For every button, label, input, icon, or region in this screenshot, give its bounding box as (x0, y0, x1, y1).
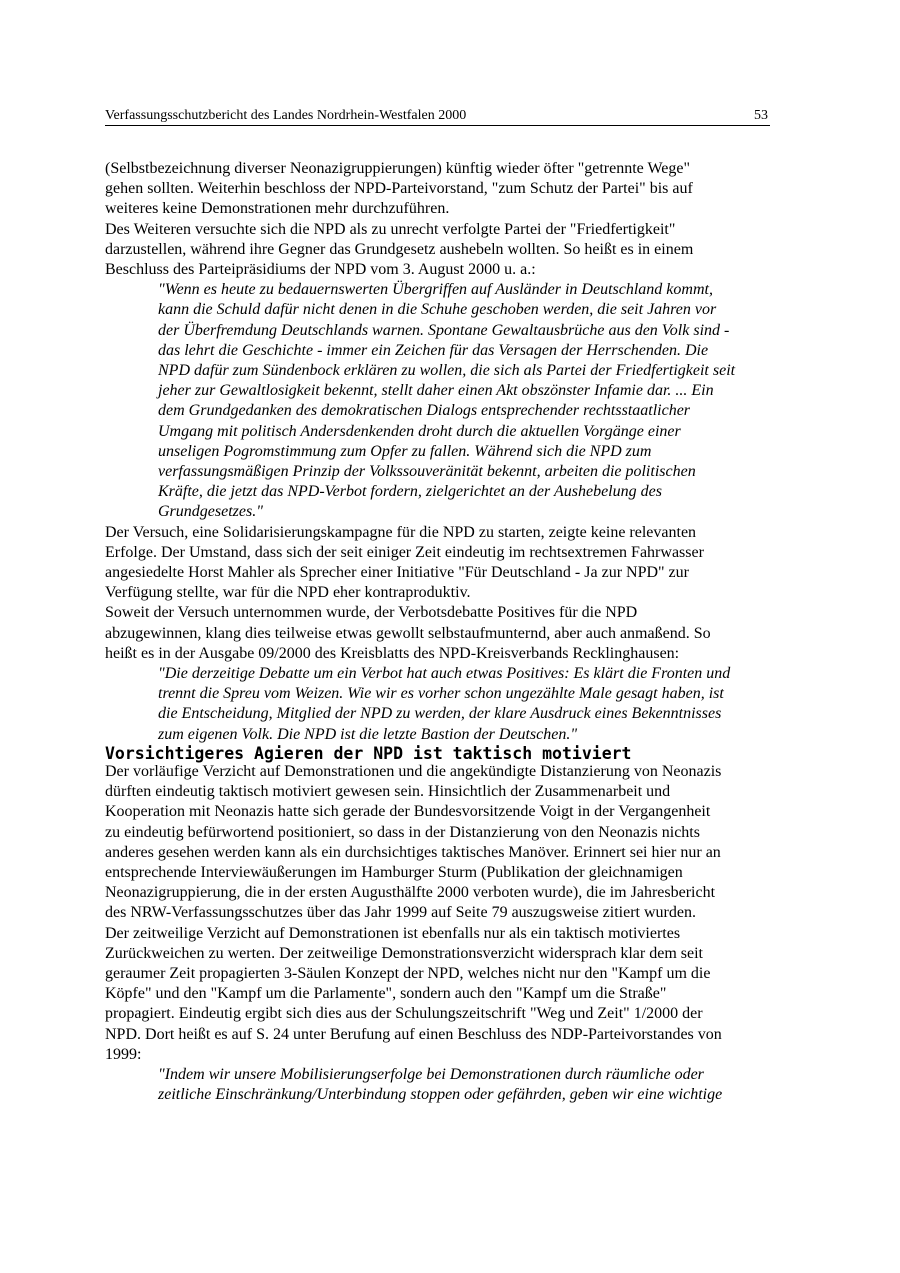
text-line: Soweit der Versuch unternommen wurde, der Verbotsdebatte Positives für die NPD (105, 604, 638, 622)
text-line: gehen sollten. Weiterhin beschloss der NPD-Parteivorstand, "zum Schutz der Partei" bis auf (105, 180, 693, 198)
text-line: abzugewinnen, klang dies teilweise etwas gewollt selbstaufmunternd, aber auch anmaßend. So (105, 624, 711, 642)
text-line: darzustellen, während ihre Gegner das Grundgesetz aushebeln wollten. So heißt es in einem (105, 240, 694, 258)
text-line: das lehrt die Geschichte - immer ein Zeichen für das Versagen der Herrschenden. Die (158, 341, 709, 359)
text-line: Erfolge. Der Umstand, dass sich der seit einiger Zeit eindeutig im rechtsextremen Fahrwasser (105, 543, 704, 561)
paragraph-6 (105, 924, 770, 1065)
text-line: Des Weiteren versuchte sich die NPD als zu unrecht verfolgte Partei der "Friedfertigkeit" (105, 220, 676, 238)
text-line: trennt die Spreu vom Weizen. Wie wir es vorher schon ungezählte Male gesagt haben, ist (158, 685, 724, 703)
paragraph-1 (105, 159, 770, 220)
text-line: kann die Schuld dafür nicht denen in die Schuhe geschoben werden, die seit Jahren vor (158, 301, 717, 319)
quote-2 (105, 664, 770, 745)
text-line: Zurückweichen zu werten. Der zeitweilige Demonstrationsverzicht widersprach klar dem seit (105, 944, 703, 962)
paragraph-2 (105, 220, 770, 281)
quote-1 (105, 280, 770, 522)
text-line: die Entscheidung, Mitglied der NPD zu werden, der klare Ausdruck eines Bekenntnisses (158, 705, 722, 723)
text-line: unseligen Pogromstimmung zum Opfer zu fallen. Während sich die NPD zum (158, 442, 652, 460)
quote-3 (105, 1065, 770, 1105)
text-line: jeher zur Gewaltlosigkeit bekennt, stellt daher einen Akt obszönster Infamie dar. ... Ein (158, 382, 714, 400)
text-line: anderes gesehen werden kann als ein durchsichtiges taktisches Manöver. Erinnert sei hier nur an (105, 843, 721, 861)
text-line: entsprechende Interviewäußerungen im Hamburger Sturm (Publikation der gleichnamigen (105, 863, 683, 881)
text-line: 1999: (105, 1045, 142, 1063)
text-line: Köpfe" und den "Kampf um die Parlamente", sondern auch den "Kampf um die Straße" (105, 985, 667, 1003)
text-line: dem Grundgedanken des demokratischen Dialogs entsprechender rechtsstaatlicher (158, 402, 691, 420)
text-line: des NRW-Verfassungsschutzes über das Jahr 1999 auf Seite 79 auszugsweise zitiert wurden. (105, 904, 696, 922)
text-line: "Indem wir unsere Mobilisierungserfolge bei Demonstrationen durch räumliche oder (158, 1065, 704, 1083)
text-line: zum eigenen Volk. Die NPD ist die letzte Bastion der Deutschen." (158, 725, 578, 743)
text-line: NPD. Dort heißt es auf S. 24 unter Berufung auf einen Beschluss des NDP-Parteivorstandes von (105, 1025, 722, 1043)
text-line: geraumer Zeit propagierten 3-Säulen Konzept der NPD, welches nicht nur den "Kampf um die (105, 964, 711, 982)
text-line: propagiert. Eindeutig ergibt sich dies aus der Schulungszeitschrift "Weg und Zeit" 1/2000 der (105, 1005, 703, 1023)
section-heading: Vorsichtigeres Agieren der NPD ist taktisch motiviert (105, 743, 632, 763)
page-number: 53 (754, 108, 768, 123)
text-line: Der zeitweilige Verzicht auf Demonstrationen ist ebenfalls nur als ein taktisch motiviertes (105, 924, 681, 942)
text-line: Kooperation mit Neonazis hatte sich gerade der Bundesvorsitzende Voigt in der Vergangenheit (105, 803, 711, 821)
text-line: Verfügung stellte, war für die NPD eher kontraproduktiv. (105, 584, 471, 602)
document-body (105, 159, 770, 1105)
text-line: Kräfte, die jetzt das NPD-Verbot fordern, zielgerichtet an der Aushebelung des (158, 483, 662, 501)
text-line: zeitliche Einschränkung/Unterbindung stoppen oder gefährden, geben wir eine wichtige (158, 1086, 723, 1104)
text-line: Der vorläufige Verzicht auf Demonstrationen und die angekündigte Distanzierung von Neonazis (105, 762, 722, 780)
text-line: Grundgesetzes." (158, 503, 263, 521)
paragraph-4 (105, 603, 770, 664)
text-line: Der Versuch, eine Solidarisierungskampagne für die NPD zu starten, zeigte keine relevanten (105, 523, 697, 541)
paragraph-5 (105, 762, 770, 924)
document-page (105, 107, 770, 1105)
text-line: Beschluss des Parteipräsidiums der NPD vom 3. August 2000 u. a.: (105, 261, 536, 279)
text-line: der Überfremdung Deutschlands warnen. Spontane Gewaltausbrüche aus den Volk sind - (158, 321, 730, 339)
header-title: Verfassungsschutzbericht des Landes Nordrhein-Westfalen 2000 (105, 108, 467, 123)
text-line: "Wenn es heute zu bedauernswerten Übergriffen auf Ausländer in Deutschland kommt, (158, 281, 713, 299)
text-line: "Die derzeitige Debatte um ein Verbot hat auch etwas Positives: Es klärt die Fronten und (158, 665, 731, 683)
text-line: angesiedelte Horst Mahler als Sprecher einer Initiative "Für Deutschland - Ja zur NPD" zur (105, 564, 689, 582)
text-line: zu eindeutig befürwortend positioniert, so dass in der Distanzierung von den Neonazis nichts (105, 823, 700, 841)
running-header (105, 107, 770, 126)
text-line: (Selbstbezeichnung diverser Neonazigruppierungen) künftig wieder öfter "getrennte Wege" (105, 160, 691, 177)
text-line: heißt es in der Ausgabe 09/2000 des Kreisblatts des NPD-Kreisverbands Recklinghausen: (105, 644, 680, 662)
text-line: dürften eindeutig taktisch motiviert gewesen sein. Hinsichtlich der Zusammenarbeit und (105, 783, 671, 801)
text-line: Neonazigruppierung, die in der ersten Augusthälfte 2000 verboten wurde), die im Jahresbericht (105, 884, 716, 902)
text-line: NPD dafür zum Sündenbock erklären zu wollen, die sich als Partei der Friedfertigkeit seit (158, 362, 736, 380)
text-line: verfassungsmäßigen Prinzip der Volkssouveränität bekennt, arbeiten die politischen (158, 463, 696, 481)
text-line: Umgang mit politisch Andersdenkenden droht durch die aktuellen Vorgänge einer (158, 422, 681, 440)
paragraph-3 (105, 523, 770, 604)
text-line: weiteres keine Demonstrationen mehr durchzuführen. (105, 200, 450, 218)
